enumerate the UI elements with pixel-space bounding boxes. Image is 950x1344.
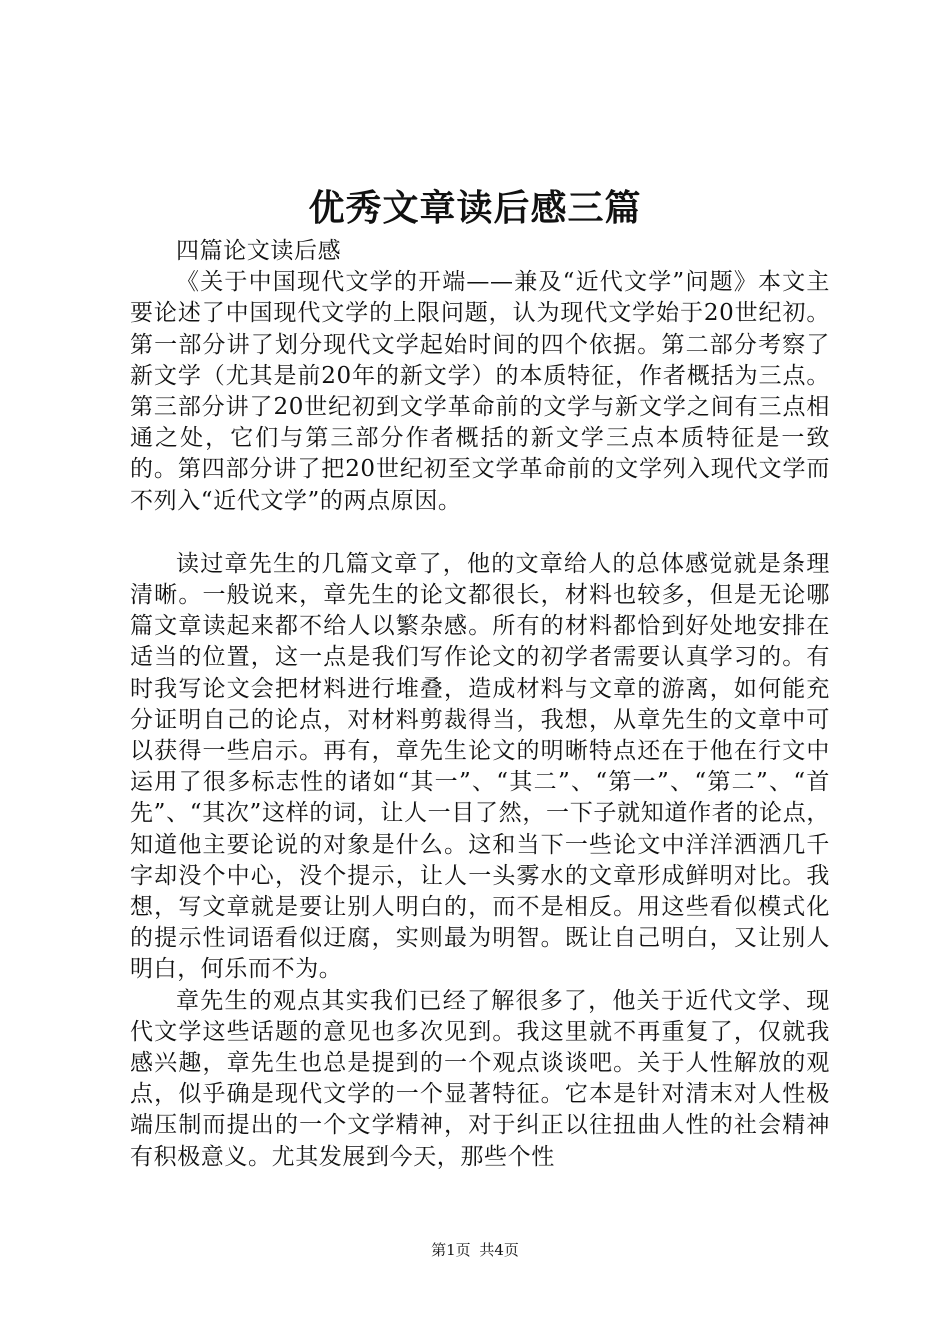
document-body xyxy=(130,236,830,1173)
paragraph-3: 章先生的观点其实我们已经了解很多了，他关于近代文学、现代文学这些话题的意见也多次见到。我这里就不再重复了，仅就我感兴趣，章先生也总是提到的一个观点谈谈吧。关于人性解放的观点，似乎确是现代文学的一个显著特征。它本是针对清末对人性极端压制而提出的一个文学精神，对于纠正以往扭曲人性的社会精神有积极意义。尤其发展到今天，那些个性 xyxy=(130,987,830,1170)
paragraph-1: 《关于中国现代文学的开端——兼及“近代文学”问题》本文主要论述了中国现代文学的上限问题，认为现代文学始于20世纪初。第一部分讲了划分现代文学起始时间的四个依据。第二部分考察了新文学（尤其是前20年的新文学）的本质特征，作者概括为三点。第三部分讲了20世纪初到文学革命前的文学与新文学之间有三点相通之处，它们与第三部分作者概括的新文学三点本质特征是一致的。第四部分讲了把20世纪初至文学革命前的文学列入现代文学而不列入“近代文学”的两点原因。 xyxy=(130,269,830,514)
page-total: 共4页 xyxy=(479,1241,519,1259)
document-title: 优秀文章读后感三篇 xyxy=(308,187,642,229)
subheading: 四篇论文读后感 xyxy=(176,238,342,264)
page-footer xyxy=(0,1240,950,1260)
page-number: 第1页 xyxy=(431,1241,471,1259)
paragraph-2: 读过章先生的几篇文章了，他的文章给人的总体感觉就是条理清晰。一般说来，章先生的论文都很长，材料也较多，但是无论哪篇文章读起来都不给人以繁杂感。所有的材料都恰到好处地安排在适当的位置，这一点是我们写作论文的初学者需要认真学习的。有时我写论文会把材料进行堆叠，造成材料与文章的游离，如何能充分证明自己的论点，对材料剪裁得当，我想，从章先生的文章中可以获得一些启示。再有，章先生论文的明晰特点还在于他在行文中运用了很多标志性的诸如“其一”、“其二”、“第一”、“第二”、“首先”、“其次”这样的词，让人一目了然，一下子就知道作者的论点，知道他主要论说的对象是什么。这和当下一些论文中洋洋洒洒几千字却没个中心，没个提示，让人一头雾水的文章形成鲜明对比。我想，写文章就是要让别人明白的，而不是相反。用这些看似模式化的提示性词语看似迂腐，实则最为明智。既让自己明白，又让别人明白，何乐而不为。 xyxy=(130,550,830,983)
